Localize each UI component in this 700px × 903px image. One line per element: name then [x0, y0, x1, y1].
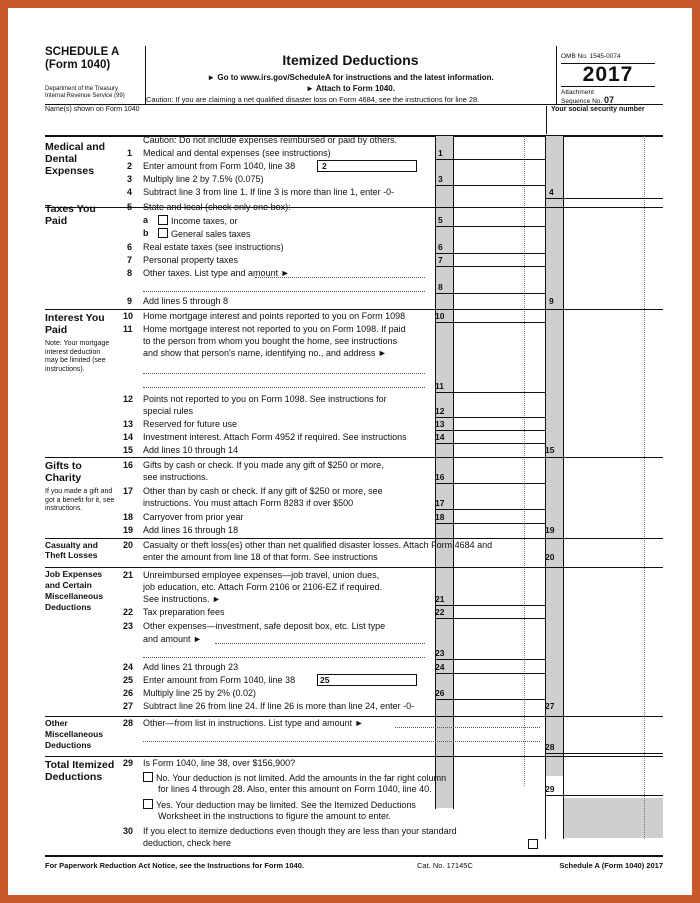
row-rule	[545, 198, 663, 199]
line-12-label-b: special rules	[143, 406, 194, 416]
line-29-yes[interactable]: Yes. Your deduction may be limited. See the Itemized Deductions	[143, 799, 416, 811]
row-rule	[435, 253, 545, 254]
footer-cat: Cat. No. 17145C	[417, 861, 473, 870]
line-4-label: Subtract line 3 from line 1. If line 3 is more than line 1, enter -0-	[143, 187, 395, 197]
writein-rule	[143, 291, 425, 292]
schedule-a-form: SCHEDULE A (Form 1040) Department of the Treasury Internal Revenue Service (99) Itemized Deductions ► Go to www.irs.gov/ScheduleA for instructions and the latest information. ► Attach to Form 1040. Caution: If you are claiming a net qualified disaster loss on Form 4684, see the instructions for line 28. OMB No. 1545-0074 2017 Attachment Sequence No. 07 Name(s) shown on Form 1040 Your social security number Medical and Dental Expenses Taxes You Paid Interest You Paid Note: Your mortgage interest deduction may be limited (see instructions). Gifts to Charity If you made a gift and got a benefit for it, see instructions. Casualty and Theft Losses Job Expenses and Certain Miscellaneous Deductions Other Miscellaneous Deductions Total Itemized Deductions Caution: Do not include expenses reimbursed or paid by others. 1 Medical and dental expenses (see instructions) 2 Enter amount from Form 1040, line 38 3 Multiply line 2 by 7.5% (0.075) 4 Subtract line 3 from line 1. If line 3 is more than line 1, enter -0- 5 State and local (check only one box): a Income taxes, or b General sales taxes 6 Real estate taxes (see instructions) 7 Personal property taxes 8 Other taxes. List type and amount ► 9 Add lines 5 through 8 10 Home mortgage interest and points reported to you on Form 1098 11 Home mortgage interest not reported to you on Form 1098. If paid to the person from whom you bought the home, see instructions and show that person's name, identifying no., and address ► 12 Points not reported to you on Form 1098. See instructions for special rules 13 Reserved for future use 14 Investment interest. Attach Form 4952 if required. See instructions 15 Add lines 10 through 14 16 Gifts by cash or check. If you made any gift of $250 or more, see instructions. 17 Other than by cash or check. If any gift of $250 or more, see instructions. You must attach Form 8283 if over $500 18 Carryover from prior year 19 Add lines 16 through 18 20 Casualty or theft loss(es) other than net qualified disaster losses. Attach Form 4684 and enter the amount from line 18 of that form. See instructions 21 Unreimbursed employee expenses—job travel, union dues, job education, etc. Attach Form 2106 or 2106-EZ if required. See instructions. ► 22 Tax preparation fees 23 Other expenses—investment, safe deposit box, etc. List type and amount ► 24 Add lines 21 through 23 25 Enter amount from Form 1040, line 38 26 Multiply line 25 by 2% (0.02) 27 Subtract line 26 from line 24. If line 26 is more than line 24, enter -0- 28 Other—from list in instructions. List type and amount ► 29 Is Form 1040, line 38, over $156,900? No. Your deduction is not limited. Add the amounts in the far right column for lines 4 through 28. Also, enter this amount on Form 1040, line 40. Yes. Your deduction may be limited. See the Itemized Deductions Worksheet in the instructions to figure the amount to enter. 30 If you elect to itemize deductions even though they are less than your standard deduction, check here 1 3 5 6 7 8 10 11 12 13 14 16 17 18 21 22 23 24 26 4 9 15 19 20 27 28 29 2 25 For Paperwork Reduction Act Notice, see the Instructions for Form 1040. Cat. No. 17145C Schedule A (Form 1040) 2017	[45, 46, 663, 870]
line-25-input[interactable]: 25	[317, 674, 417, 686]
line-18-label: Carryover from prior year	[143, 512, 244, 522]
line-11-label-a: Home mortgage interest not reported to you on Form 1098. If paid	[143, 324, 406, 334]
goto-line: ► Go to www.irs.gov/ScheduleA for instructions and the latest information.	[207, 73, 494, 82]
checkbox-30[interactable]	[528, 839, 538, 849]
section-medical: Medical and Dental Expenses	[45, 141, 106, 177]
line-11-label-b: to the person from whom you bought the home, see instructions	[143, 336, 398, 346]
line-7-amount[interactable]	[453, 254, 545, 266]
section-taxes: Taxes You Paid	[45, 203, 96, 227]
line-9-amount[interactable]	[563, 295, 663, 307]
line-28-amount[interactable]	[563, 741, 663, 753]
line-6-amount[interactable]	[453, 241, 545, 253]
section-interest: Interest You Paid Note: Your mortgage interest deduction may be limited (see instructions).	[45, 312, 115, 374]
row-rule	[545, 753, 663, 754]
header-right	[556, 46, 663, 104]
section-gifts: Gifts to Charity If you made a gift and got a benefit for it, see instructions.	[45, 460, 115, 512]
line-11-writein[interactable]	[143, 373, 425, 374]
checkbox-29-no[interactable]	[143, 772, 153, 782]
shaded-column-b	[545, 136, 563, 776]
line-23-writein[interactable]	[215, 643, 425, 644]
schedule-title: SCHEDULE A	[45, 46, 120, 58]
writein-rule	[143, 741, 540, 742]
line-20-label-a: Casualty or theft loss(es) other than net qualified disaster losses. Attach Form 4684 and	[143, 540, 493, 550]
footer-notice: For Paperwork Reduction Act Notice, see the Instructions for Form 1040.	[45, 861, 304, 870]
row-rule	[435, 483, 545, 484]
row-rule	[435, 509, 545, 510]
section-total: Total Itemized Deductions	[45, 759, 115, 783]
line-27-label: Subtract line 26 from line 24. If line 26 is more than line 24, enter -0-	[143, 701, 415, 711]
line-16-amount[interactable]	[453, 471, 545, 483]
row-rule	[435, 266, 545, 267]
shaded-block-30	[563, 798, 663, 838]
row-rule	[435, 159, 545, 160]
checkbox-sales-taxes[interactable]	[158, 228, 168, 238]
line-14-amount[interactable]	[453, 431, 545, 443]
line-28-writein[interactable]	[395, 727, 540, 728]
divider	[45, 309, 663, 310]
line-29-yes-b: Worksheet in the instructions to figure the amount to enter.	[158, 811, 391, 821]
line-2-input[interactable]: 2	[317, 160, 417, 172]
line-5a[interactable]: Income taxes, or	[158, 215, 238, 227]
line-9-label: Add lines 5 through 8	[143, 296, 229, 306]
row-rule	[435, 417, 545, 418]
header-left	[45, 46, 146, 104]
line-26-label: Multiply line 25 by 2% (0.02)	[143, 688, 257, 698]
line-16-label-b: see instructions.	[143, 472, 209, 482]
row-rule	[435, 392, 545, 393]
line-4-amount[interactable]	[563, 186, 663, 198]
footer	[45, 855, 663, 870]
line-6-label: Real estate taxes (see instructions)	[143, 242, 284, 252]
line-8-label: Other taxes. List type and amount ►	[143, 268, 290, 278]
line-11-amount[interactable]	[453, 380, 545, 392]
row-rule	[545, 795, 663, 796]
interest-note: Note: Your mortgage interest deduction may be limited (see instructions).	[45, 340, 110, 373]
section-other: Other Miscellaneous Deductions	[45, 718, 104, 750]
line-19-amount[interactable]	[563, 524, 663, 536]
row-rule	[435, 699, 545, 700]
line-24-label: Add lines 21 through 23	[143, 662, 239, 672]
row-rule	[435, 185, 545, 186]
dept-name: Department of the Treasury Internal Revenue Service (99)	[45, 86, 125, 99]
line-7-label: Personal property taxes	[143, 255, 239, 265]
medical-caution: Caution: Do not include expenses reimbursed or paid by others.	[143, 135, 398, 145]
line-24-amount[interactable]	[453, 661, 545, 673]
row-rule	[435, 659, 545, 660]
line-25-label: Enter amount from Form 1040, line 38	[143, 675, 296, 685]
col-divider	[545, 136, 546, 839]
ssn-label: Your social security number	[546, 106, 645, 134]
form-reference: (Form 1040)	[45, 59, 111, 71]
line-20-label-b: enter the amount from line 18 of that form. See instructions	[143, 552, 378, 562]
row-rule	[435, 226, 545, 227]
line-17-label-b: instructions. You must attach Form 8283 if over $500	[143, 498, 354, 508]
section-job: Job Expenses and Certain Miscellaneous Deductions	[45, 569, 104, 612]
cents-divider	[644, 136, 645, 839]
line-30-label-a: If you elect to itemize deductions even though they are less than your standard	[143, 826, 457, 836]
tax-year: 2017	[561, 63, 655, 87]
line-21-amount[interactable]	[453, 593, 545, 605]
caution-line: Caution: If you are claiming a net qualified disaster loss on Form 4684, see the instructions for line 28.	[146, 95, 480, 104]
writein-rule	[143, 387, 425, 388]
line-17-label-a: Other than by cash or check. If any gift of $250 or more, see	[143, 486, 383, 496]
line-27-amount[interactable]	[563, 700, 663, 712]
line-2-label: Enter amount from Form 1040, line 38	[143, 161, 296, 171]
checkbox-income-taxes[interactable]	[158, 215, 168, 225]
divider	[45, 756, 663, 757]
line-1-amount[interactable]	[453, 147, 545, 159]
gifts-note: If you made a gift and got a benefit for it, see instructions.	[45, 488, 115, 512]
names-field[interactable]	[45, 115, 540, 133]
divider	[45, 716, 663, 717]
line-22-label: Tax preparation fees	[143, 607, 225, 617]
line-20-amount[interactable]	[563, 551, 663, 563]
line-16-label-a: Gifts by cash or check. If you made any gift of $250 or more,	[143, 460, 384, 470]
page	[8, 8, 692, 895]
omb-number: OMB No. 1545-0074	[561, 53, 621, 60]
line-10-label: Home mortgage interest and points reported to you on Form 1098	[143, 311, 406, 321]
row-rule	[435, 293, 545, 294]
line-17-amount[interactable]	[453, 497, 545, 509]
line-12-amount[interactable]	[453, 405, 545, 417]
line-10-amount[interactable]	[453, 310, 545, 322]
line-13-label: Reserved for future use	[143, 419, 238, 429]
line-30-label-b: deduction, check here	[143, 838, 232, 848]
line-26-amount[interactable]	[453, 687, 545, 699]
row-rule	[435, 322, 545, 323]
line-23-label-a: Other expenses—investment, safe deposit box, etc. List type	[143, 621, 386, 631]
line-21-label-b: job education, etc. Attach Form 2106 or 2106-EZ if required.	[143, 582, 383, 592]
line-21-label-c: See instructions. ►	[143, 594, 221, 604]
section-casualty: Casualty and Theft Losses	[45, 540, 98, 560]
line-3-amount[interactable]	[453, 173, 545, 185]
names-label: Name(s) shown on Form 1040	[45, 106, 140, 113]
line-11-label-c: and show that person's name, identifying no., and address ►	[143, 348, 387, 358]
line-23-amount[interactable]	[453, 647, 545, 659]
attach-line: ► Attach to Form 1040.	[306, 84, 395, 93]
line-15-amount[interactable]	[563, 444, 663, 456]
line-29-no-b: for lines 4 through 28. Also, enter this amount on Form 1040, line 40.	[158, 784, 432, 794]
line-15-label: Add lines 10 through 14	[143, 445, 239, 455]
row-rule	[435, 443, 545, 444]
line-29-amount[interactable]	[563, 783, 663, 795]
footer-form-id: Schedule A (Form 1040) 2017	[559, 861, 663, 870]
line-23-label-b: and amount ►	[143, 634, 202, 644]
line-22-amount[interactable]	[453, 606, 545, 618]
line-19-label: Add lines 16 through 18	[143, 525, 239, 535]
line-8-writein[interactable]	[255, 277, 425, 278]
line-1-label: Medical and dental expenses (see instructions)	[143, 148, 331, 158]
writein-rule	[143, 657, 425, 658]
line-28-label: Other—from list in instructions. List type and amount ►	[143, 718, 364, 728]
line-5-label: State and local (check only one box):	[143, 202, 291, 212]
line-12-label-a: Points not reported to you on Form 1098. See instructions for	[143, 394, 387, 404]
line-5b[interactable]: General sales taxes	[158, 228, 251, 240]
line-3-label: Multiply line 2 by 7.5% (0.075)	[143, 174, 264, 184]
row-rule	[435, 618, 545, 619]
divider	[45, 538, 663, 539]
line-29-label: Is Form 1040, line 38, over $156,900?	[143, 758, 296, 768]
line-21-label-a: Unreimbursed employee expenses—job travel, union dues,	[143, 570, 380, 580]
name-row	[45, 104, 663, 137]
ssn-field[interactable]	[547, 115, 663, 133]
row-rule	[435, 430, 545, 431]
line-18-amount[interactable]	[453, 511, 545, 523]
line-5-amount[interactable]	[453, 214, 545, 226]
row-rule	[435, 605, 545, 606]
divider	[45, 567, 663, 568]
row-rule	[435, 523, 545, 524]
divider	[45, 207, 663, 208]
line-8-amount[interactable]	[453, 281, 545, 293]
divider	[45, 457, 663, 458]
page-title: Itemized Deductions	[282, 52, 419, 68]
checkbox-29-yes[interactable]	[143, 799, 153, 809]
attachment-seq: Attachment Sequence No. 07	[561, 89, 615, 105]
header-center	[146, 46, 555, 104]
col-divider	[563, 136, 564, 839]
line-29-no[interactable]: No. Your deduction is not limited. Add the amounts in the far right column	[143, 772, 446, 784]
row-rule	[435, 673, 545, 674]
line-14-label: Investment interest. Attach Form 4952 if required. See instructions	[143, 432, 407, 442]
